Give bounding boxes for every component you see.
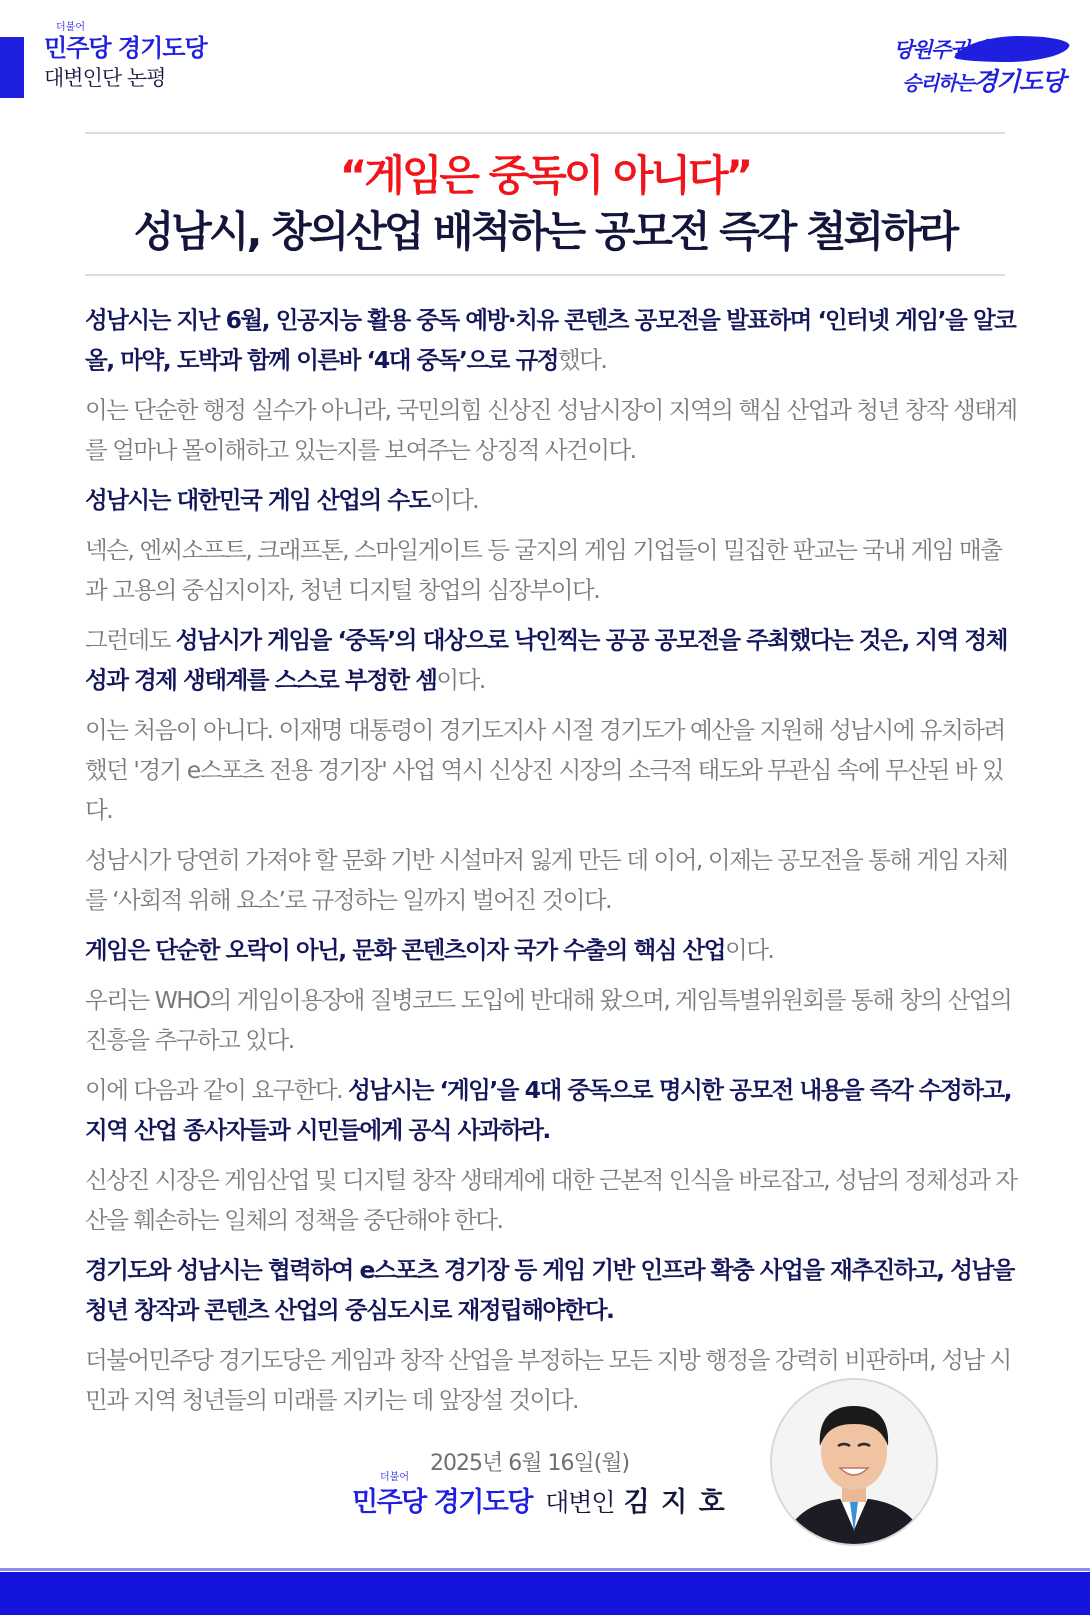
signature-person: 김 지 호: [623, 1487, 726, 1518]
slogan-line-2-big: 경기도당: [973, 67, 1064, 96]
footer-accent-line: [0, 1568, 1090, 1571]
slogan-logo: [858, 34, 1068, 98]
footer-bar: [0, 1572, 1090, 1615]
title-quote: “게임은 중독이 아니다”: [339, 151, 751, 200]
portrait-icon: [772, 1380, 936, 1544]
paragraph-8: 게임은 단순한 오락이 아닌, 문화 콘텐츠이자 국가 수출의 핵심 산업이다.: [85, 936, 774, 964]
paragraph-2: 이는 단순한 행정 실수가 아니라, 국민의힘 신상진 성남시장이 지역의 핵심 산업과 청년 창작 생태계를 얼마나 몰이해하고 있는지를 보여주는 상징적 사건이다.: [85, 396, 1017, 464]
slogan-line-2-small: 승리하는: [902, 71, 974, 95]
title-main: 성남시, 창의산업 배척하는 공모전 즉각 철회하라: [133, 207, 957, 256]
paragraph-5: 그런데도 성남시가 게임을 ‘중독’의 대상으로 낙인찍는 공공 공모전을 주최했다는 것은, 지역 정체성과 경제 생태계를 스스로 부정한 셈이다.: [85, 626, 1007, 694]
slogan-line-2: [902, 62, 1064, 98]
signature-role: 대변인: [545, 1488, 615, 1517]
paragraph-9: 우리는 WHO의 게임이용장애 질병코드 도입에 반대해 왔으며, 게임특별위원회를 통해 창의 산업의 진흥을 추구하고 있다.: [85, 986, 1012, 1054]
paragraph-12: 경기도와 성남시는 협력하여 e스포츠 경기장 등 게임 기반 인프라 확충 사업을 재추진하고, 성남을 청년 창작과 콘텐츠 산업의 중심도시로 재정립해야한다.: [85, 1256, 1014, 1324]
signature-org-small: 더불어: [380, 1472, 409, 1483]
spokesperson-photo: [770, 1378, 938, 1546]
paragraph-4: 넥슨, 엔씨소프트, 크래프톤, 스마일게이트 등 굴지의 게임 기업들이 밀집한 판교는 국내 게임 매출과 고용의 중심지이자, 청년 디지털 창업의 심장부이다.: [85, 536, 1002, 604]
header-org-block: [44, 22, 207, 92]
signature-line: [352, 1472, 726, 1519]
org-name: 민주당 경기도당: [44, 34, 207, 62]
left-accent-bar: [0, 37, 24, 98]
signature-org-name: 민주당 경기도당: [352, 1487, 532, 1518]
paragraph-13: 더불어민주당 경기도당은 게임과 창작 산업을 부정하는 모든 지방 행정을 강력히 비판하며, 성남 시민과 지역 청년들의 미래를 지키는 데 앞장설 것이다.: [85, 1346, 1011, 1414]
org-small-label: 더불어: [56, 22, 85, 33]
paragraph-11: 신상진 시장은 게임산업 및 디지털 창작 생태계에 대한 근본적 인식을 바로잡고, 성남의 정체성과 자산을 훼손하는 일체의 정책을 중단해야 한다.: [85, 1166, 1017, 1234]
paragraph-3: 성남시는 대한민국 게임 산업의 수도이다.: [85, 486, 479, 514]
top-divider: [85, 132, 1005, 134]
paragraph-6: 이는 처음이 아니다. 이재명 대통령이 경기도지사 시절 경기도가 예산을 지원해 성남시에 유치하려 했던 '경기 e스포츠 전용 경기장' 사업 역시 신상진 시장의 소극적 태도와 무관심 속에 무산된 바 있다.: [85, 716, 1005, 824]
paragraph-1: 성남시는 지난 6월, 인공지능 활용 중독 예방·치유 콘텐츠 공모전을 발표하며 ‘인터넷 게임’을 알코올, 마약, 도박과 함께 이른바 ‘4대 중독’으로 규정했다.: [85, 306, 1016, 374]
paragraph-10: 이에 다음과 같이 요구한다. 성남시는 ‘게임’을 4대 중독으로 명시한 공모전 내용을 즉각 수정하고, 지역 산업 종사자들과 시민들에게 공식 사과하라.: [85, 1076, 1012, 1144]
org-subtitle: 대변인단 논평: [44, 66, 166, 90]
slogan-line-1: 당원주권시대: [893, 38, 1006, 62]
title-divider: [85, 274, 1005, 276]
statement-date: 2025년 6월 16일(월): [430, 1451, 630, 1476]
statement-body: [85, 300, 1020, 1430]
paragraph-7: 성남시가 당연히 가져야 할 문화 기반 시설마저 잃게 만든 데 이어, 이제는 공모전을 통해 게임 자체를 ‘사회적 위해 요소’로 규정하는 일까지 벌어진 것이다.: [85, 846, 1008, 914]
